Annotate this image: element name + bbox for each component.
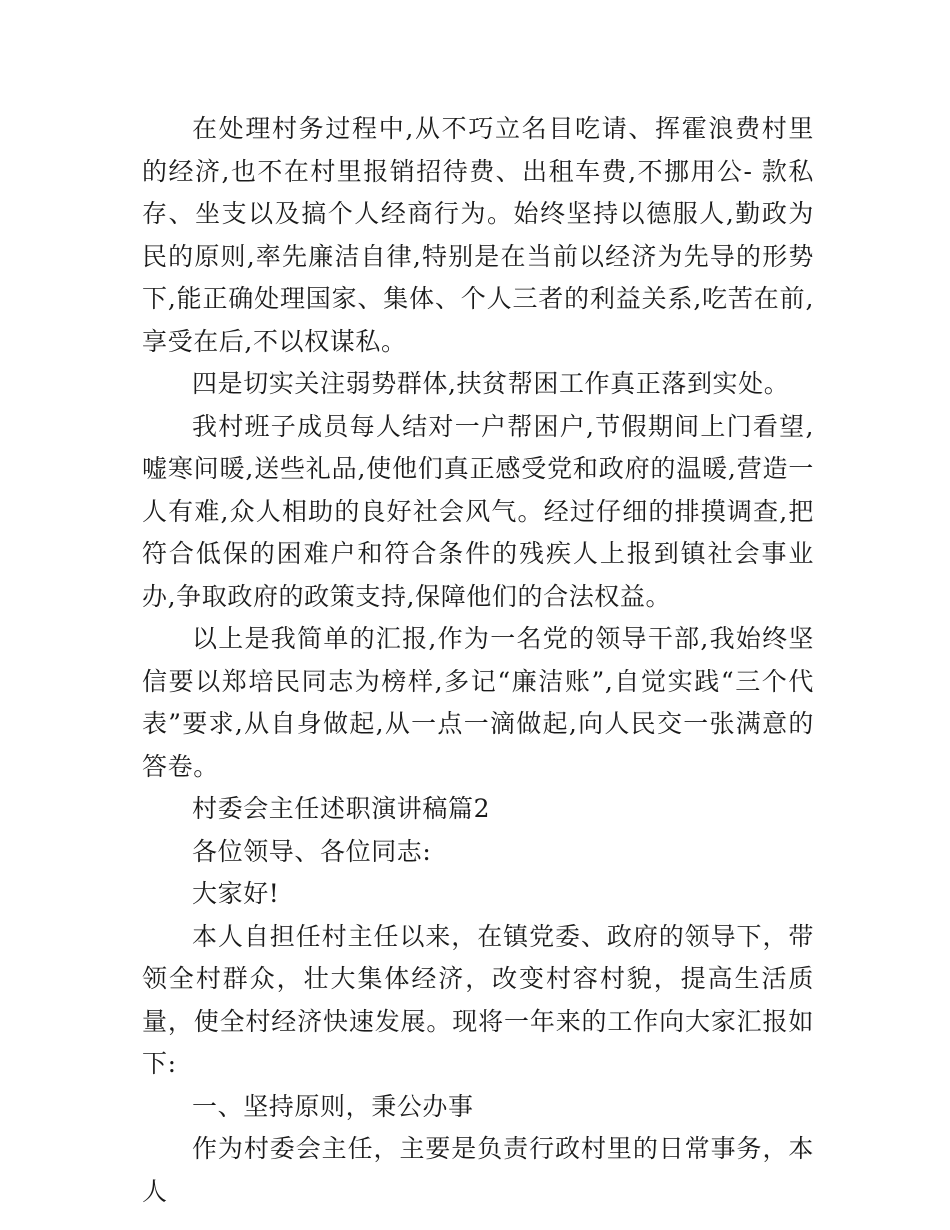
greeting: 大家好! (192, 879, 280, 908)
subheading-principles: 一、坚持原则，秉公办事 (192, 1091, 474, 1121)
paragraph-duties: 作为村委会主任，主要是负责行政村里的日常事务，本人 (142, 1134, 814, 1206)
paragraph-point-four-heading: 四是切实关注弱势群体,扶贫帮困工作真正落到实处。 (192, 369, 790, 398)
paragraph-integrity: 在处理村务过程中,从不巧立名目吃请、挥霍浪费村里的经济,也不在村里报销招待费、出租车费,不挪用公- 款私存、坐支以及搞个人经商行为。始终坚持以德服人,勤政为民的原则,率先廉洁自律,特别是在当前以经济为先导的形势下,能正确处理国家、集体、个人三者的利益关系,吃苦在前,享受在后,不以权谋私。 (142, 114, 814, 356)
paragraph-introduction: 本人自担任村主任以来，在镇党委、政府的领导下，带领全村群众，壮大集体经济，改变村容村貌，提高生活质量，使全村经济快速发展。现将一年来的工作向大家汇报如下: (142, 921, 814, 1078)
section-title: 村委会主任述职演讲稿篇2 (192, 794, 491, 823)
document-body (142, 108, 814, 1213)
paragraph-conclusion: 以上是我简单的汇报,作为一名党的领导干部,我始终坚信要以郑培民同志为榜样,多记“廉洁账”,自觉实践“三个代表”要求,从自身做起,从一点一滴做起,向人民交一张满意的答卷。 (142, 624, 814, 781)
paragraph-poverty-relief: 我村班子成员每人结对一户帮困户,节假期间上门看望,嘘寒问暖,送些礼品,使他们真正感受党和政府的温暖,营造一人有难,众人相助的良好社会风气。经过仔细的排摸调查,把符合低保的困难户和符合条件的残疾人上报到镇社会事业办,争取政府的政策支持,保障他们的合法权益。 (142, 411, 814, 611)
salutation: 各位领导、各位同志: (192, 836, 432, 866)
